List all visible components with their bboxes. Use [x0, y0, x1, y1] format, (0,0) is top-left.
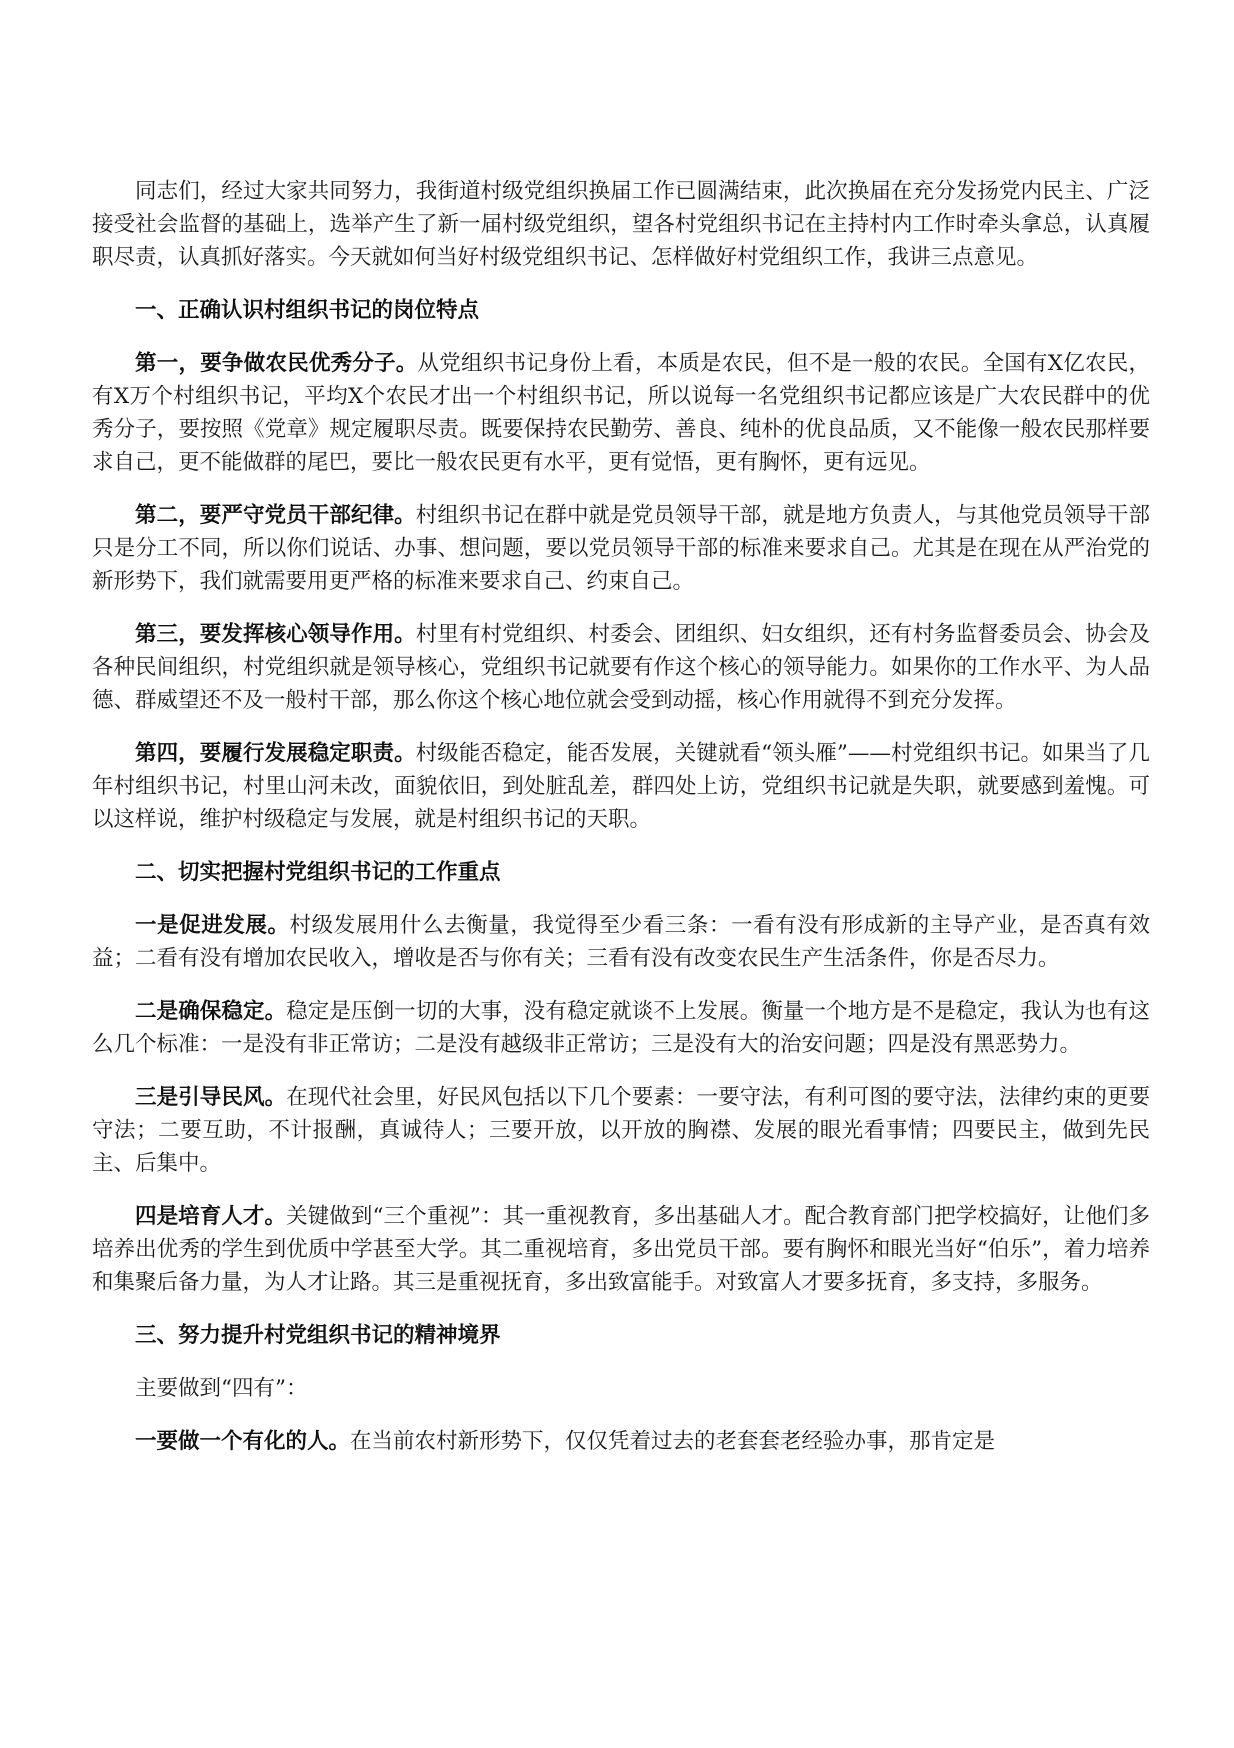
- section-3-heading: 三、努力提升村党组织书记的精神境界: [135, 1323, 501, 1348]
- document-body: [92, 175, 1150, 1478]
- paragraph-lead: 一要做一个有化的人。: [135, 1429, 351, 1454]
- section-2-paragraph-4: [92, 1200, 1150, 1299]
- section-1-paragraph-2: [92, 499, 1150, 598]
- paragraph-text: 从党组织书记身份上看，本质是农民，但不是一般的农民。全国有X亿农民，有X万个村组织书记，平均X个农民才出一个村组织书记，所以说每一名党组织书记都应该是广大农民群中的优秀分子，要按照《党章》规定履职尽责。既要保持农民勤劳、善良、纯朴的优良品质，又不能像一般农民那样要求自己，更不能做群的尾巴，要比一般农民更有水平，更有觉悟，更有胸怀，更有远见。: [92, 351, 1150, 475]
- paragraph-lead: 二是确保稳定。: [135, 999, 287, 1024]
- section-1-paragraph-4: [92, 737, 1150, 836]
- section-2-paragraph-1: [92, 909, 1150, 975]
- paragraph-lead: 第二，要严守党员干部纪律。: [135, 503, 416, 528]
- paragraph-text: 村组织书记在群中就是党员领导干部，就是地方负责人，与其他党员领导干部只是分工不同，所以你们说话、办事、想问题，要以党员领导干部的标准来要求自己。尤其是在现在从严治党的新形势下，我们就需要用更严格的标准来要求自己、约束自己。: [92, 503, 1150, 594]
- paragraph-lead: 第一，要争做农民优秀分子。: [135, 351, 418, 376]
- section-1-paragraph-3: [92, 618, 1150, 717]
- section-1-heading: 一、正确认识村组织书记的岗位特点: [135, 298, 480, 323]
- section-2-paragraph-3: [92, 1081, 1150, 1180]
- section-1-paragraph-1: [92, 347, 1150, 479]
- section-2-paragraph-2: [92, 995, 1150, 1061]
- paragraph-lead: 第四，要履行发展稳定职责。: [135, 741, 416, 766]
- paragraph-lead: 四是培育人才。: [135, 1204, 287, 1229]
- paragraph-text: 村级发展用什么去衡量，我觉得至少看三条：一看有没有形成新的主导产业，是否真有效益；二看有没有增加农民收入，增收是否与你有关；三看有没有改变农民生产生活条件，你是否尽力。: [92, 913, 1150, 971]
- intro-paragraph: 同志们，经过大家共同努力，我街道村级党组织换届工作已圆满结束，此次换届在充分发扬党内民主、广泛接受社会监督的基础上，选举产生了新一届村级党组织，望各村党组织书记在主持村内工作时牵头拿总，认真履职尽责，认真抓好落实。今天就如何当好村级党组织书记、怎样做好村党组织工作，我讲三点意见。: [92, 179, 1150, 270]
- paragraph-lead: 第三，要发挥核心领导作用。: [135, 622, 416, 647]
- paragraph-text: 关键做到“三个重视”：其一重视教育，多出基础人才。配合教育部门把学校搞好，让他们多培养出优秀的学生到优质中学甚至大学。其二重视培育，多出党员干部。要有胸怀和眼光当好“伯乐”，着力培养和集聚后备力量，为人才让路。其三是重视抚育，多出致富能手。对致富人才要多抚育，多支持，多服务。: [92, 1204, 1150, 1295]
- paragraph-text: 村级能否稳定，能否发展，关键就看“领头雁”——村党组织书记。如果当了几年村组织书记，村里山河未改，面貌依旧，到处脏乱差，群四处上访，党组织书记就是失职，就要感到羞愧。可以这样说，维护村级稳定与发展，就是村组织书记的天职。: [92, 741, 1150, 832]
- paragraph-text: 村里有村党组织、村委会、团组织、妇女组织，还有村务监督委员会、协会及各种民间组织，村党组织就是领导核心，党组织书记就要有作这个核心的领导能力。如果你的工作水平、为人品德、群威望还不及一般村干部，那么你这个核心地位就会受到动摇，核心作用就得不到充分发挥。: [92, 622, 1150, 713]
- paragraph-text: 主要做到“四有”：: [135, 1376, 308, 1401]
- paragraph-lead: 三是引导民风。: [135, 1085, 287, 1110]
- section-3-paragraph-1: [92, 1372, 1150, 1405]
- section-2-heading: 二、切实把握村党组织书记的工作重点: [135, 860, 501, 885]
- section-3-paragraph-2: [92, 1425, 1150, 1458]
- paragraph-text: 在现代社会里，好民风包括以下几个要素：一要守法，有利可图的要守法，法律约束的更要守法；二要互助，不计报酬，真诚待人；三要开放，以开放的胸襟、发展的眼光看事情；四要民主，做到先民主、后集中。: [92, 1085, 1150, 1176]
- paragraph-text: 稳定是压倒一切的大事，没有稳定就谈不上发展。衡量一个地方是不是稳定，我认为也有这么几个标准：一是没有非正常访；二是没有越级非正常访；三是没有大的治安问题；四是没有黑恶势力。: [92, 999, 1150, 1057]
- paragraph-text: 在当前农村新形势下，仅仅凭着过去的老套套老经验办事，那肯定是: [350, 1429, 996, 1454]
- paragraph-lead: 一是促进发展。: [135, 913, 290, 938]
